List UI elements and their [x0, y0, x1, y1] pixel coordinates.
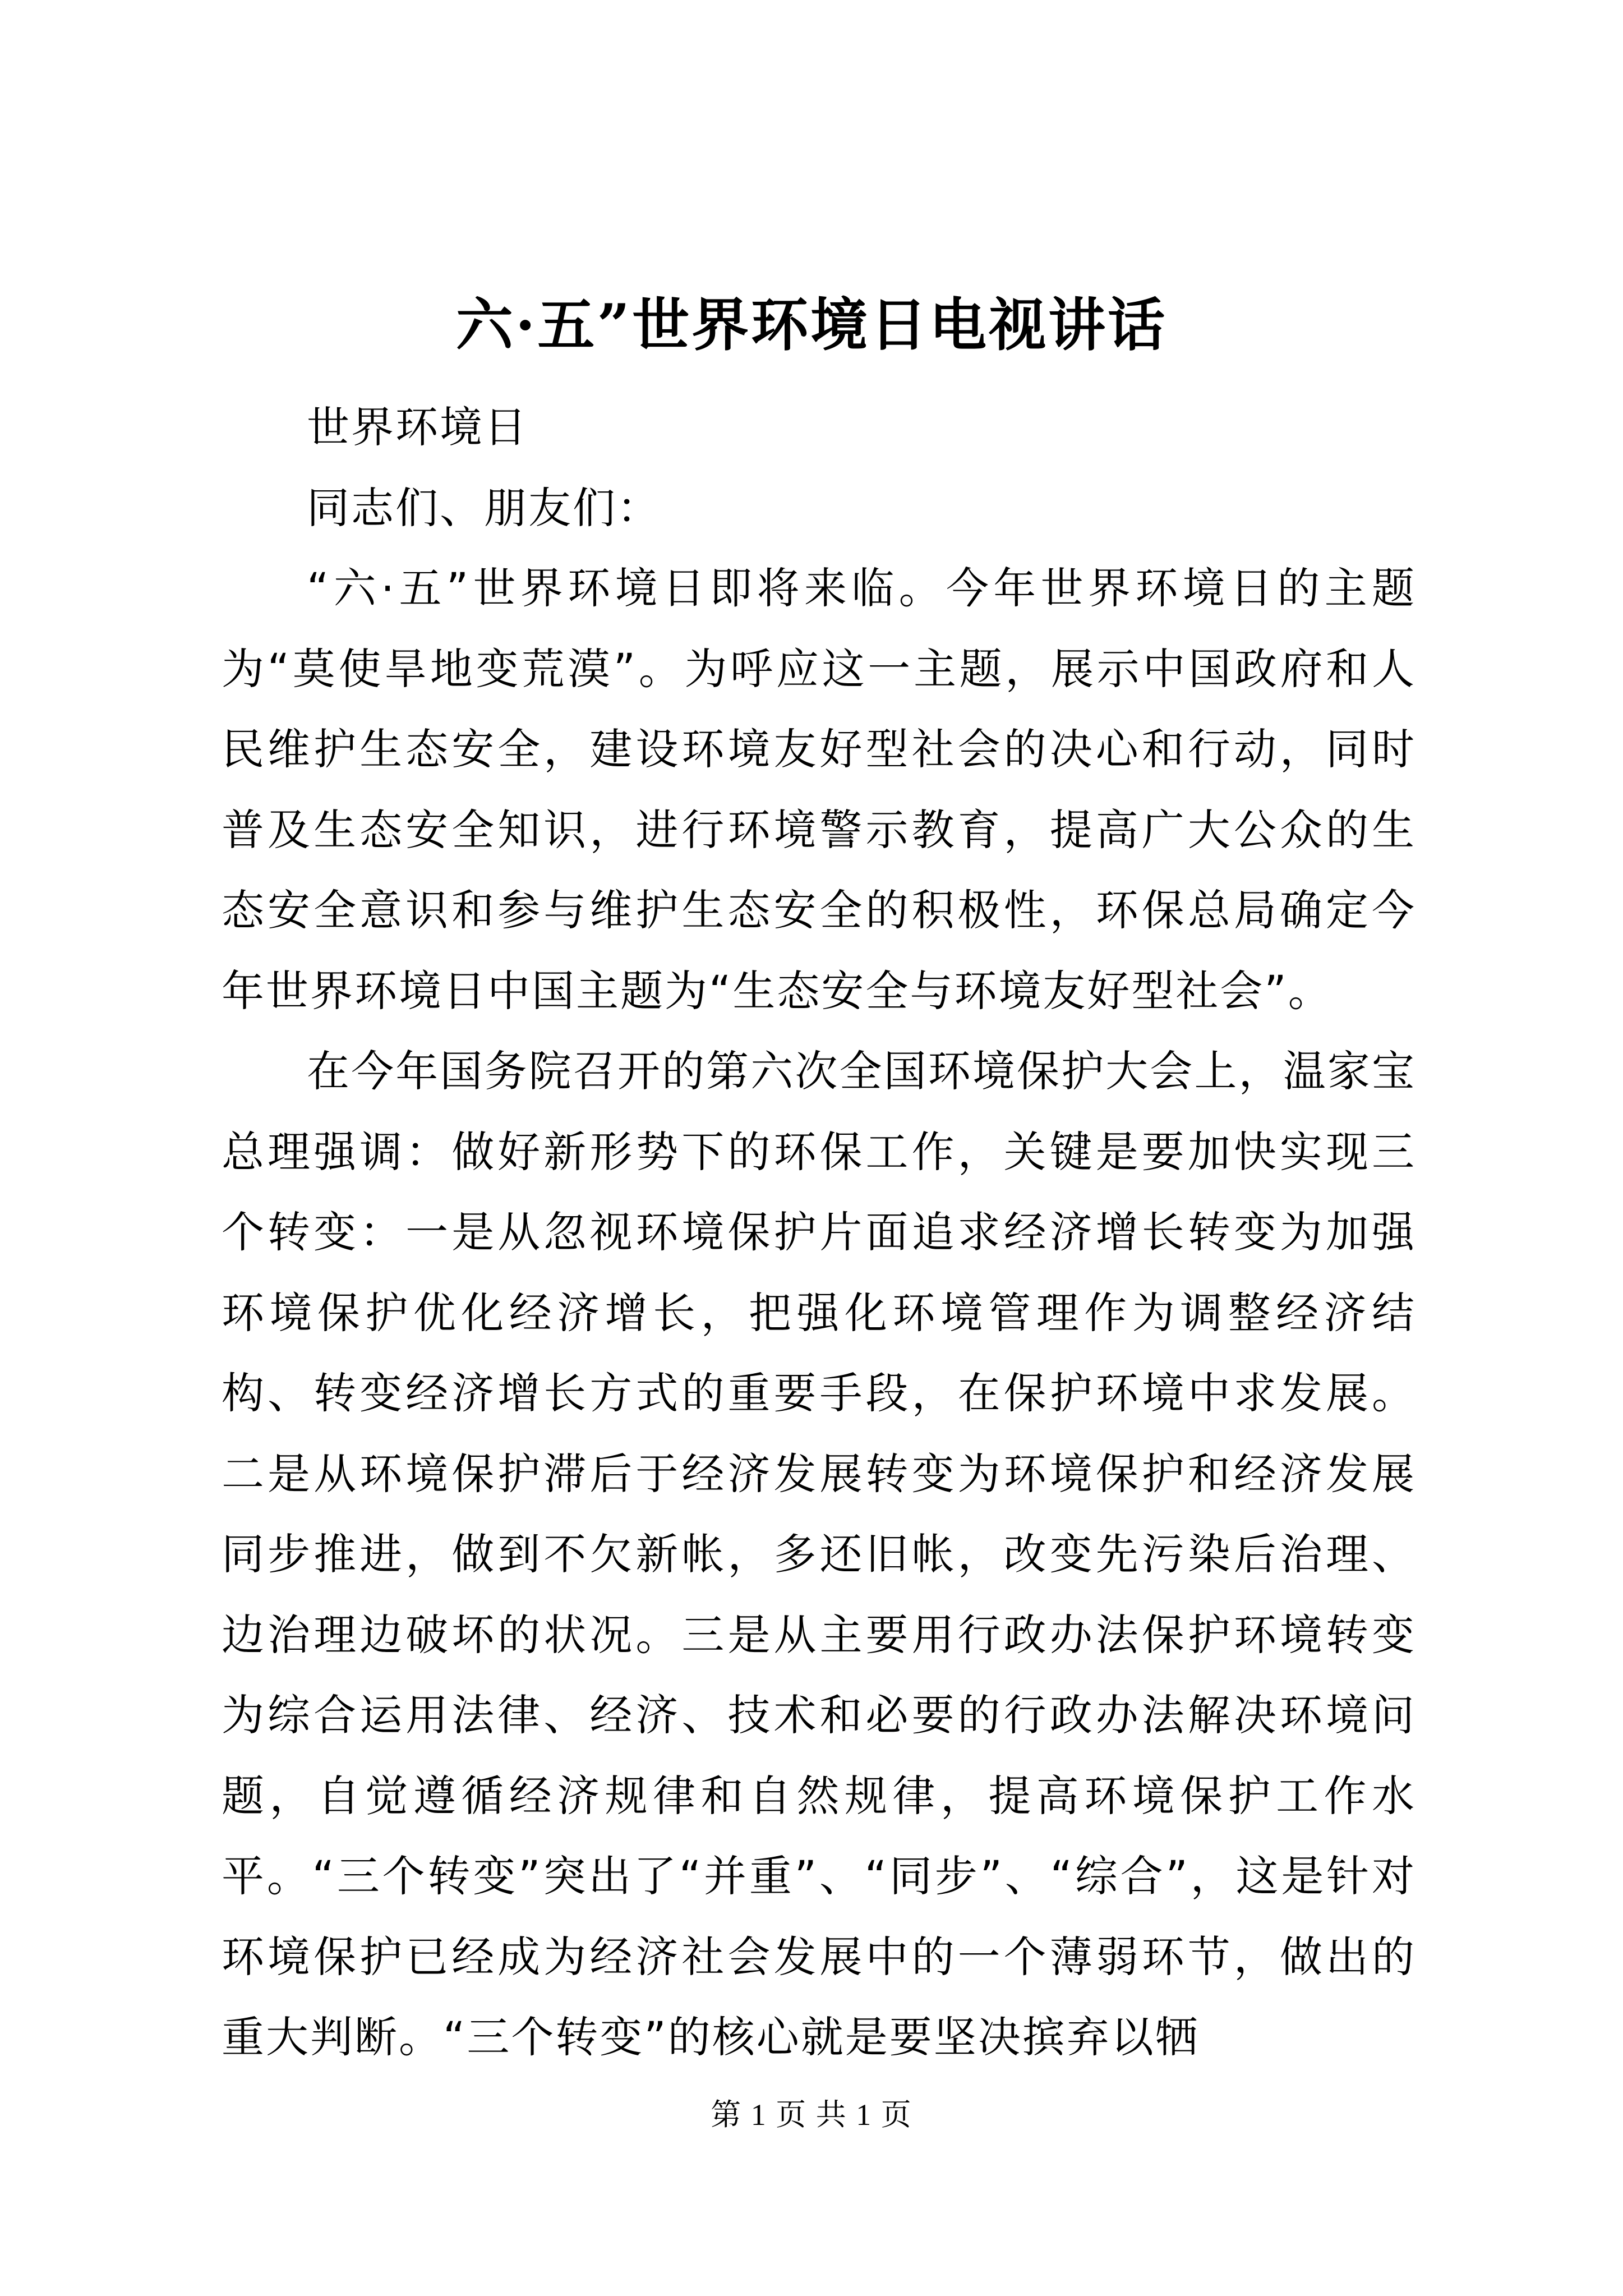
subtitle-line: 世界环境日 — [307, 402, 528, 452]
paragraph: “六·五”世界环境日即将来临。今年世界环境日的主题为“莫使旱地变荒漠”。为呼应这一主题，展示中国政府和人民维护生态安全，建设环境友好型社会的决心和行动，同时普及生态安全知识，进行环境警示教育，提高广大公众的生态安全意识和参与维护生态安全的积极性，环保总局确定今年世界环境日中国主题为“生态安全与环境友好型社会”。 — [222, 563, 1416, 1016]
paragraph: 在今年国务院召开的第六次全国环境保护大会上，温家宝总理强调：做好新形势下的环保工作，关键是要加快实现三个转变：一是从忽视环境保护片面追求经济增长转变为加强环境保护优化经济增长，把强化环境管理作为调整经济结构、转变经济增长方式的重要手段，在保护环境中求发展。二是从环境保护滞后于经济发展转变为环境保护和经济发展同步推进，做到不欠新帐，多还旧帐，改变先污染后治理、边治理边破坏的状况。三是从主要用行政办法保护环境转变为综合运用法律、经济、技术和必要的行政办法解决环境问题，自觉遵循经济规律和自然规律，提高环境保护工作水平。“三个转变”突出了“并重”、“同步”、“综合”，这是针对环境保护已经成为经济社会发展中的一个薄弱环节，做出的重大判断。“三个转变”的核心就是要坚决摈弃以牺 — [222, 1046, 1416, 2062]
document-title: 六·五”世界环境日电视讲话 — [455, 292, 1168, 359]
document-body — [222, 387, 1416, 2078]
salutation: 同志们、朋友们： — [307, 482, 661, 533]
page-footer: 第 1 页 共 1 页 — [711, 2098, 912, 2132]
